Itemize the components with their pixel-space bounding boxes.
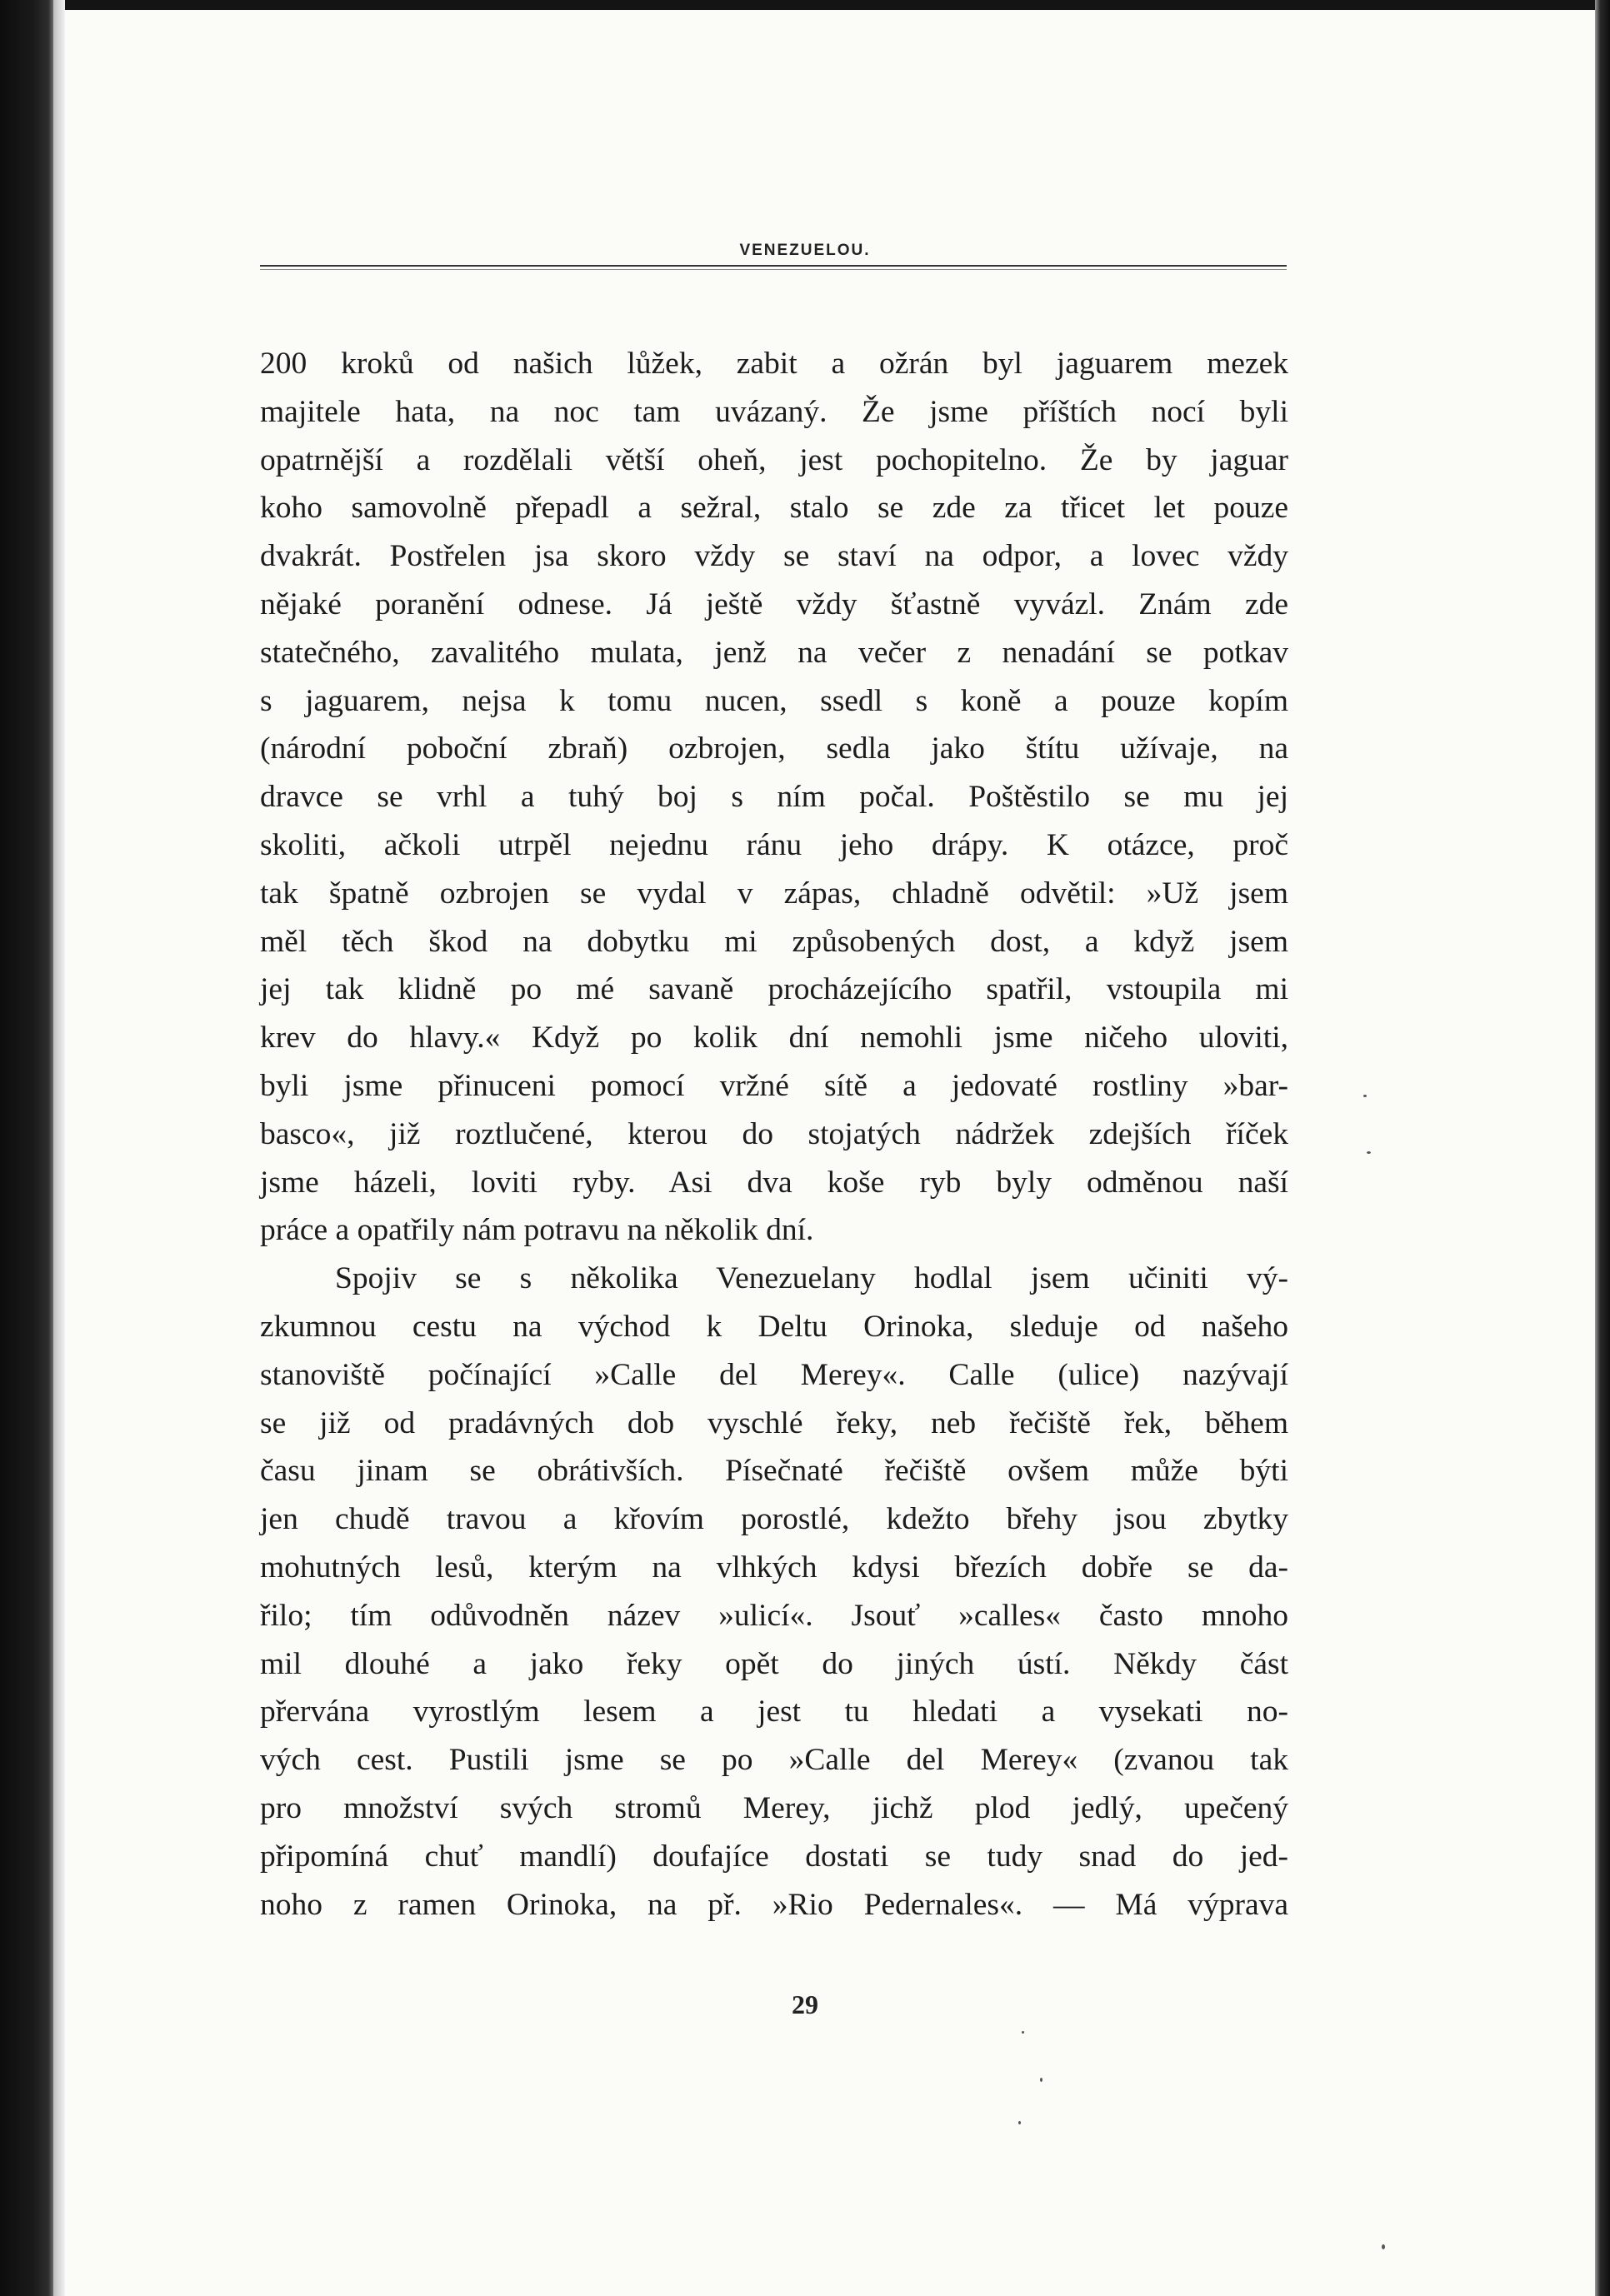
text-line: mohutných lesů, kterým na vlhkých kdysi březích dobře se da- bbox=[260, 1550, 1288, 1585]
text-line: stanoviště počínající »Calle del Merey«. Calle (ulice) nazývají bbox=[260, 1357, 1288, 1392]
text-line: basco«, již roztlučené, kterou do stojatých nádržek zdejších říček bbox=[260, 1116, 1288, 1151]
scan-speck bbox=[1018, 2121, 1021, 2124]
scan-speck bbox=[1382, 2244, 1385, 2249]
text-line: 200 kroků od našich lůžek, zabit a ožrán byl jaguarem mezek bbox=[260, 347, 1288, 381]
text-line: nějaké poranění odnese. Já ještě vždy šťastně vyvázl. Znám zde bbox=[260, 586, 1288, 621]
text-line: s jaguarem, nejsa k tomu nucen, ssedl s koně a pouze kopím bbox=[260, 683, 1288, 718]
text-line: noho z ramen Orinoka, na př. »Rio Pedernales«. — Má výprava bbox=[260, 1887, 1288, 1922]
text-line: statečného, zavalitého mulata, jenž na večer z nenadání se potkav bbox=[260, 635, 1288, 670]
scan-speck bbox=[1367, 1151, 1371, 1154]
book-gutter-shadow bbox=[53, 0, 65, 2296]
text-line: připomíná chuť mandlí) doufajíce dostati se tudy snad do jed- bbox=[260, 1839, 1288, 1874]
text-line: krev do hlavy.« Když po kolik dní nemohli jsme ničeho uloviti, bbox=[260, 1021, 1288, 1056]
text-line: tak špatně ozbrojen se vydal v zápas, chladně odvětil: »Už jsem bbox=[260, 876, 1288, 911]
text-line: řilo; tím odůvodněn název »ulicí«. Jsouť »calles« často mnoho bbox=[260, 1598, 1288, 1633]
text-line: majitele hata, na noc tam uvázaný. Že jsme příštích nocí byli bbox=[260, 394, 1288, 429]
scan-border-left bbox=[0, 0, 53, 2296]
body-text bbox=[260, 340, 1288, 1929]
text-line: Spojiv se s několika Venezuelany hodlal jsem učiniti vý- bbox=[335, 1261, 1288, 1296]
page-number: 29 bbox=[792, 1989, 818, 2019]
text-line: měl těch škod na dobytku mi způsobených dost, a když jsem bbox=[260, 924, 1288, 959]
text-line: skoliti, ačkoli utrpěl nejednu ránu jeho drápy. K otázce, proč bbox=[260, 827, 1288, 862]
text-line: jsme házeli, loviti ryby. Asi dva koše ryb byly odměnou naší bbox=[260, 1165, 1288, 1200]
text-line: dravce se vrhl a tuhý boj s ním počal. Poštěstilo se mu jej bbox=[260, 780, 1288, 815]
header-rule bbox=[260, 265, 1287, 267]
scan-speck bbox=[1022, 2031, 1024, 2034]
running-head: VENEZUELOU. bbox=[739, 242, 871, 259]
text-line: se již od pradávných dob vyschlé řeky, neb řečiště řek, během bbox=[260, 1405, 1288, 1440]
scan-speck bbox=[1040, 2078, 1042, 2082]
text-line: (národní poboční zbraň) ozbrojen, sedla jako štítu užívaje, na bbox=[260, 731, 1288, 766]
text-line: zkumnou cestu na východ k Deltu Orinoka, sleduje od našeho bbox=[260, 1309, 1288, 1344]
text-line: byli jsme přinuceni pomocí vržné sítě a jedovaté rostliny »bar- bbox=[260, 1068, 1288, 1103]
scan-border-right bbox=[1595, 0, 1610, 2296]
text-line: pro množství svých stromů Merey, jichž plod jedlý, upečený bbox=[260, 1790, 1288, 1825]
text-line: jen chudě travou a křovím porostlé, kdežto břehy jsou zbytky bbox=[260, 1502, 1288, 1537]
header-rule-thin bbox=[260, 269, 1287, 270]
text-line: mil dlouhé a jako řeky opět do jiných ústí. Někdy část bbox=[260, 1646, 1288, 1681]
scan-speck bbox=[1363, 1095, 1367, 1097]
text-line: vých cest. Pustili jsme se po »Calle del Merey« (zvanou tak bbox=[260, 1743, 1288, 1778]
text-line: koho samovolně přepadl a sežral, stalo se zde za třicet let pouze bbox=[260, 491, 1288, 526]
text-line: přervána vyrostlým lesem a jest tu hledati a vysekati no- bbox=[260, 1695, 1288, 1729]
text-line: jej tak klidně po mé savaně procházejícího spatřil, vstoupila mi bbox=[260, 972, 1288, 1007]
text-line: práce a opatřily nám potravu na několik dní. bbox=[260, 1213, 814, 1248]
text-line: opatrnější a rozdělali větší oheň, jest pochopitelno. Že by jaguar bbox=[260, 442, 1288, 477]
text-line: času jinam se obrátivších. Písečnaté řečiště ovšem může býti bbox=[260, 1454, 1288, 1489]
scan-border-top bbox=[0, 0, 1610, 10]
text-line: dvakrát. Postřelen jsa skoro vždy se staví na odpor, a lovec vždy bbox=[260, 539, 1288, 574]
